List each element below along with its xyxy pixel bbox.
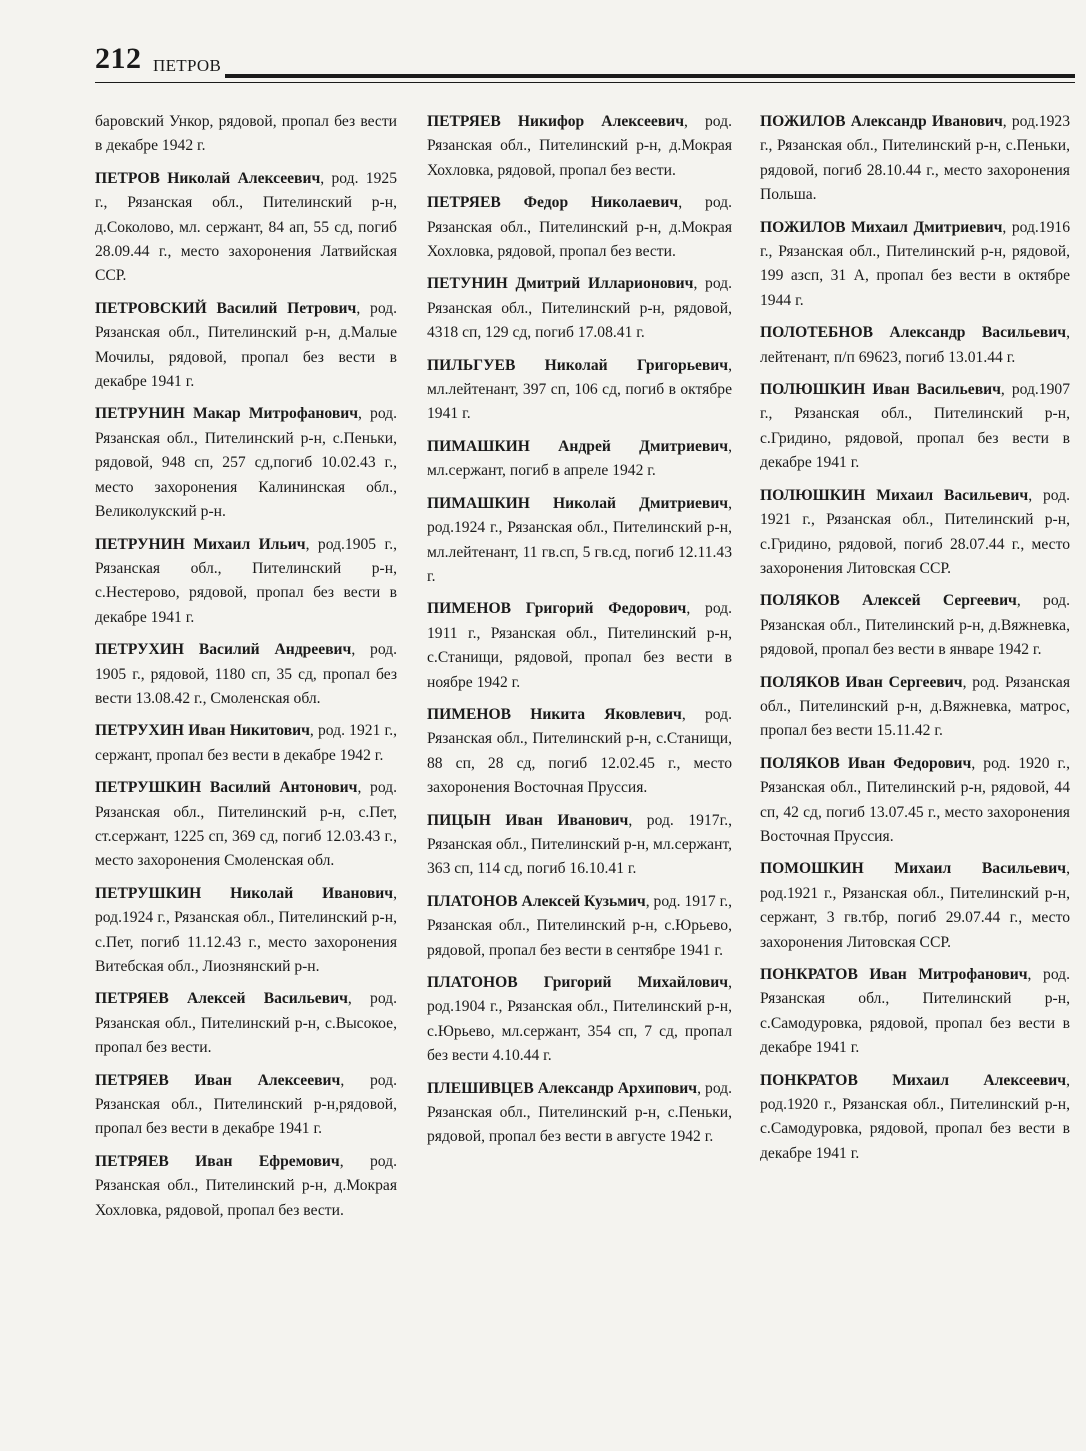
entry-text: , род. Рязанская обл., Пителинский р-н, с.Станищи, 88 сп, 28 сд, погиб 12.02.45 г., место захоронения Восточная Пруссия.	[427, 705, 732, 797]
entry-text: , род.1920 г., Рязанская обл., Пителинский р-н, с.Самодуровка, рядовой, пропал без вести в декабре 1941 г.	[760, 1071, 1070, 1162]
entry-name: ПИМАШКИН Андрей Дмитриевич	[427, 437, 729, 455]
entry-name: ПЕТУНИН Дмитрий Илларионович	[427, 275, 694, 293]
entry-name: ПЛАТОНОВ Алексей Кузьмич	[427, 892, 646, 910]
entry-text: , род. Рязанская обл., Пителинский р-н, с.Пеньки, рядовой, 948 сп, 257 сд,погиб 10.02.43 г., место захоронения Калининская обл., Великолукский р-н.	[95, 405, 397, 521]
entry-text: , род.1921 г., Рязанская обл., Пителинский р-н, сержант, 3 гв.тбр, погиб 29.07.44 г., место захоронения Литовская ССР.	[760, 860, 1070, 951]
entry-name: ПЕТРУХИН Василий Андреевич	[95, 641, 352, 659]
list-entry	[95, 402, 397, 524]
entry-name: ПИЛЬГУЕВ Николай Григорьевич	[427, 356, 729, 374]
entry-name: ПЕТРУНИН Макар Митрофанович	[95, 405, 359, 423]
entry-name: ПИМЕНОВ Григорий Федорович	[427, 600, 687, 618]
entry-name: ПОЛЮШКИН Иван Васильевич	[760, 381, 1001, 399]
entry-name: ПЕТРУШКИН Василий Антонович	[95, 779, 358, 797]
entry-text: , род. Рязанская обл., Пителинский р-н, д.Вяжневка, рядовой, пропал без вести в январе 1942 г.	[760, 592, 1070, 659]
list-entry	[427, 435, 732, 484]
list-entry	[760, 671, 1070, 744]
column-1	[95, 110, 397, 1231]
list-entry	[95, 110, 397, 159]
list-entry	[760, 216, 1070, 314]
list-entry	[427, 110, 732, 183]
entry-text: , род.1924 г., Рязанская обл., Пителинский р-н, мл.лейтенант, 11 гв.сп, 5 гв.сд, погиб 12.11.43 г.	[427, 494, 732, 585]
list-entry	[95, 297, 397, 395]
list-entry	[760, 1069, 1070, 1167]
entry-name: ПОЖИЛОВ Михаил Дмитриевич	[760, 218, 1003, 236]
entry-text: , род.1904 г., Рязанская обл., Пителинский р-н, с.Юрьево, мл.сержант, 354 сп, 7 сд, пропал без вести 4.10.44 г.	[427, 974, 732, 1065]
entry-name: ПИЦЫН Иван Иванович	[427, 811, 629, 829]
entry-text: , род. Рязанская обл., Пителинский р-н, д.Вяжневка, матрос, пропал без вести 15.11.42 г.	[760, 673, 1070, 740]
entry-name: ПОЛЮШКИН Михаил Васильевич	[760, 486, 1029, 504]
entry-name: ПЕТРЯЕВ Алексей Васильевич	[95, 990, 348, 1008]
entry-name: ПЕТРУНИН Михаил Ильич	[95, 535, 306, 553]
entry-name: ПЕТРЯЕВ Иван Ефремович	[95, 1152, 340, 1170]
list-entry	[95, 882, 397, 980]
entry-text: , род. 1917г., Рязанская обл., Пителинский р-н, мл.сержант, 363 сп, 114 сд, погиб 16.10.41 г.	[427, 811, 733, 878]
list-entry	[427, 890, 732, 963]
entry-text: , род. 1917 г., Рязанская обл., Пителинский р-н, с.Юрьево, рядовой, пропал без вести в сентябре 1941 г.	[427, 892, 733, 959]
entry-name: ПОЛЯКОВ Иван Сергеевич	[760, 673, 963, 691]
column-2	[427, 110, 732, 1158]
entry-name: ПИМАШКИН Николай Дмитриевич	[427, 494, 729, 512]
list-entry	[95, 1150, 397, 1223]
entry-text: , род. 1921 г., сержант, пропал без вести в декабре 1942 г.	[95, 722, 397, 764]
list-entry	[760, 963, 1070, 1061]
entry-name: ПЕТРУШКИН Николай Иванович	[95, 884, 394, 902]
entry-name: ПОЛЯКОВ Иван Федорович	[760, 754, 972, 772]
running-title: ПЕТРОВ	[153, 56, 222, 75]
list-entry	[760, 484, 1070, 582]
entry-name: ПЕТРОВ Николай Алексеевич	[95, 169, 321, 187]
page-number: 212	[95, 42, 142, 75]
entry-text: , род. Рязанская обл., Пителинский р-н, с.Пеньки, рядовой, пропал без вести в августе 1942 г.	[427, 1079, 732, 1146]
entry-text: , род. Рязанская обл., Пителинский р-н, с.Самодуровка, рядовой, пропал без вести в декабре 1941 г.	[760, 966, 1071, 1057]
entry-text: , род. Рязанская обл., Пителинский р-н, рядовой, 4318 сп, 129 сд, погиб 17.08.41 г.	[427, 275, 732, 342]
list-entry	[427, 492, 732, 590]
list-entry	[427, 354, 732, 427]
entry-text: , род. Рязанская обл., Пителинский р-н, д.Мокрая Хохловка, рядовой, пропал без вести.	[427, 113, 732, 179]
list-entry	[427, 191, 732, 264]
entry-text: , род. Рязанская обл., Пителинский р-н, д.Мокрая Хохловка, рядовой, пропал без вести.	[95, 1152, 397, 1219]
header-rule-thick	[225, 74, 1075, 78]
entry-name: ПОМОШКИН Михаил Васильевич	[760, 860, 1067, 878]
list-entry	[95, 719, 397, 768]
list-entry	[760, 110, 1070, 208]
entry-name: ПЛЕШИВЦЕВ Александр Архипович	[427, 1079, 698, 1097]
entry-name: ПЕТРЯЕВ Иван Алексеевич	[95, 1071, 341, 1089]
entry-text: , род.1905 г., Рязанская обл., Пителинский р-н, с.Нестерово, рядовой, пропал без вести в декабре 1941 г.	[95, 535, 397, 626]
list-entry	[427, 1077, 732, 1150]
entry-text: , мл.сержант, погиб в апреле 1942 г.	[427, 437, 732, 480]
list-entry	[427, 809, 732, 882]
entry-text: , мл.лейтенант, 397 сп, 106 сд, погиб в октябре 1941 г.	[427, 356, 732, 423]
entry-name: ПЛАТОНОВ Григорий Михайлович	[427, 974, 729, 991]
list-entry	[95, 987, 397, 1060]
entry-text: , род. 1905 г., рядовой, 1180 сп, 35 сд, пропал без вести 13.08.42 г., Смоленская обл.	[95, 641, 397, 707]
header-rule-thin	[95, 82, 1075, 83]
list-entry	[95, 533, 397, 631]
entry-text: , род.1924 г., Рязанская обл., Пителинский р-н, с.Пет, погиб 11.12.43 г., место захоронения Витебская обл., Лиознянский р-н.	[95, 884, 397, 975]
list-entry	[760, 857, 1070, 955]
entry-name: ПЕТРОВСКИЙ Василий Петрович	[95, 299, 357, 317]
entry-text: , род.1923 г., Рязанская обл., Пителинский р-н, с.Пеньки, рядовой, погиб 28.10.44 г., место захоронения Польша.	[760, 113, 1070, 204]
column-3	[760, 110, 1070, 1174]
list-entry	[95, 638, 397, 711]
list-entry	[760, 589, 1070, 662]
entry-text: , род. 1921 г., Рязанская обл., Пителинский р-н, с.Гридино, рядовой, погиб 28.07.44 г., место захоронения Литовская ССР.	[760, 486, 1070, 577]
entry-name: ПЕТРУХИН Иван Никитович	[95, 722, 310, 740]
entry-text: , род. Рязанская обл., Пителинский р-н, д.Малые Мочилы, рядовой, пропал без вести в декабре 1941 г.	[95, 299, 397, 391]
entry-name: ПОНКРАТОВ Михаил Алексеевич	[760, 1071, 1067, 1089]
list-entry	[95, 1069, 397, 1142]
entry-name: ПЕТРЯЕВ Федор Николаевич	[427, 194, 679, 212]
list-entry	[760, 321, 1070, 370]
entry-name: ПОНКРАТОВ Иван Митрофанович	[760, 966, 1028, 983]
entry-name: ПЕТРЯЕВ Никифор Алексеевич	[427, 113, 684, 130]
list-entry	[95, 167, 397, 289]
entry-text: , род. Рязанская обл., Пителинский р-н, с.Высокое, пропал без вести.	[95, 990, 397, 1057]
list-entry	[760, 752, 1070, 850]
list-entry	[427, 272, 732, 345]
list-entry	[427, 703, 732, 801]
list-entry	[427, 971, 732, 1069]
page-header	[95, 40, 1075, 90]
entry-name: ПОЖИЛОВ Александр Иванович	[760, 113, 1003, 130]
entry-name: ПОЛЯКОВ Алексей Сергеевич	[760, 592, 1017, 610]
entry-text: баровский Ункор, рядовой, пропал без вести в декабре 1942 г.	[95, 113, 397, 155]
entry-text: , род.1916 г., Рязанская обл., Пителинский р-н, рядовой, 199 азсп, 31 А, пропал без вести в октябре 1944 г.	[760, 218, 1070, 309]
list-entry	[427, 597, 732, 695]
list-entry	[760, 378, 1070, 476]
entry-text: , род. 1920 г., Рязанская обл., Пителинский р-н, рядовой, 44 сп, 42 сд, погиб 13.07.45 г., место захоронения Восточная Пруссия.	[760, 754, 1070, 845]
entry-text: , род.1907 г., Рязанская обл., Пителинский р-н, с.Гридино, рядовой, пропал без вести в декабре 1941 г.	[760, 381, 1070, 472]
entry-name: ПИМЕНОВ Никита Яковлевич	[427, 705, 682, 723]
entry-text: , род. Рязанская обл., Пителинский р-н, д.Мокрая Хохловка, рядовой, пропал без вести.	[427, 194, 732, 261]
entry-name: ПОЛОТЕБНОВ Александр Васильевич	[760, 324, 1067, 342]
entry-text: , род. Рязанская обл., Пителинский р-н, с.Пет, ст.сержант, 1225 сп, 369 сд, погиб 12.03.43 г., место захоронения Смоленская обл.	[95, 779, 397, 870]
entry-text: , род. 1911 г., Рязанская обл., Пителинский р-н, с.Станищи, рядовой, пропал без вести в ноябре 1942 г.	[427, 600, 732, 691]
entry-text: , род. 1925 г., Рязанская обл., Пителинский р-н, д.Соколово, мл. сержант, 84 ап, 55 сд, погиб 28.09.44 г., место захоронения Латвийская ССР.	[95, 169, 397, 285]
entry-text: , лейтенант, п/п 69623, погиб 13.01.44 г.	[760, 324, 1070, 366]
list-entry	[95, 776, 397, 874]
entry-text: , род. Рязанская обл., Пителинский р-н,рядовой, пропал без вести в декабре 1941 г.	[95, 1071, 397, 1138]
